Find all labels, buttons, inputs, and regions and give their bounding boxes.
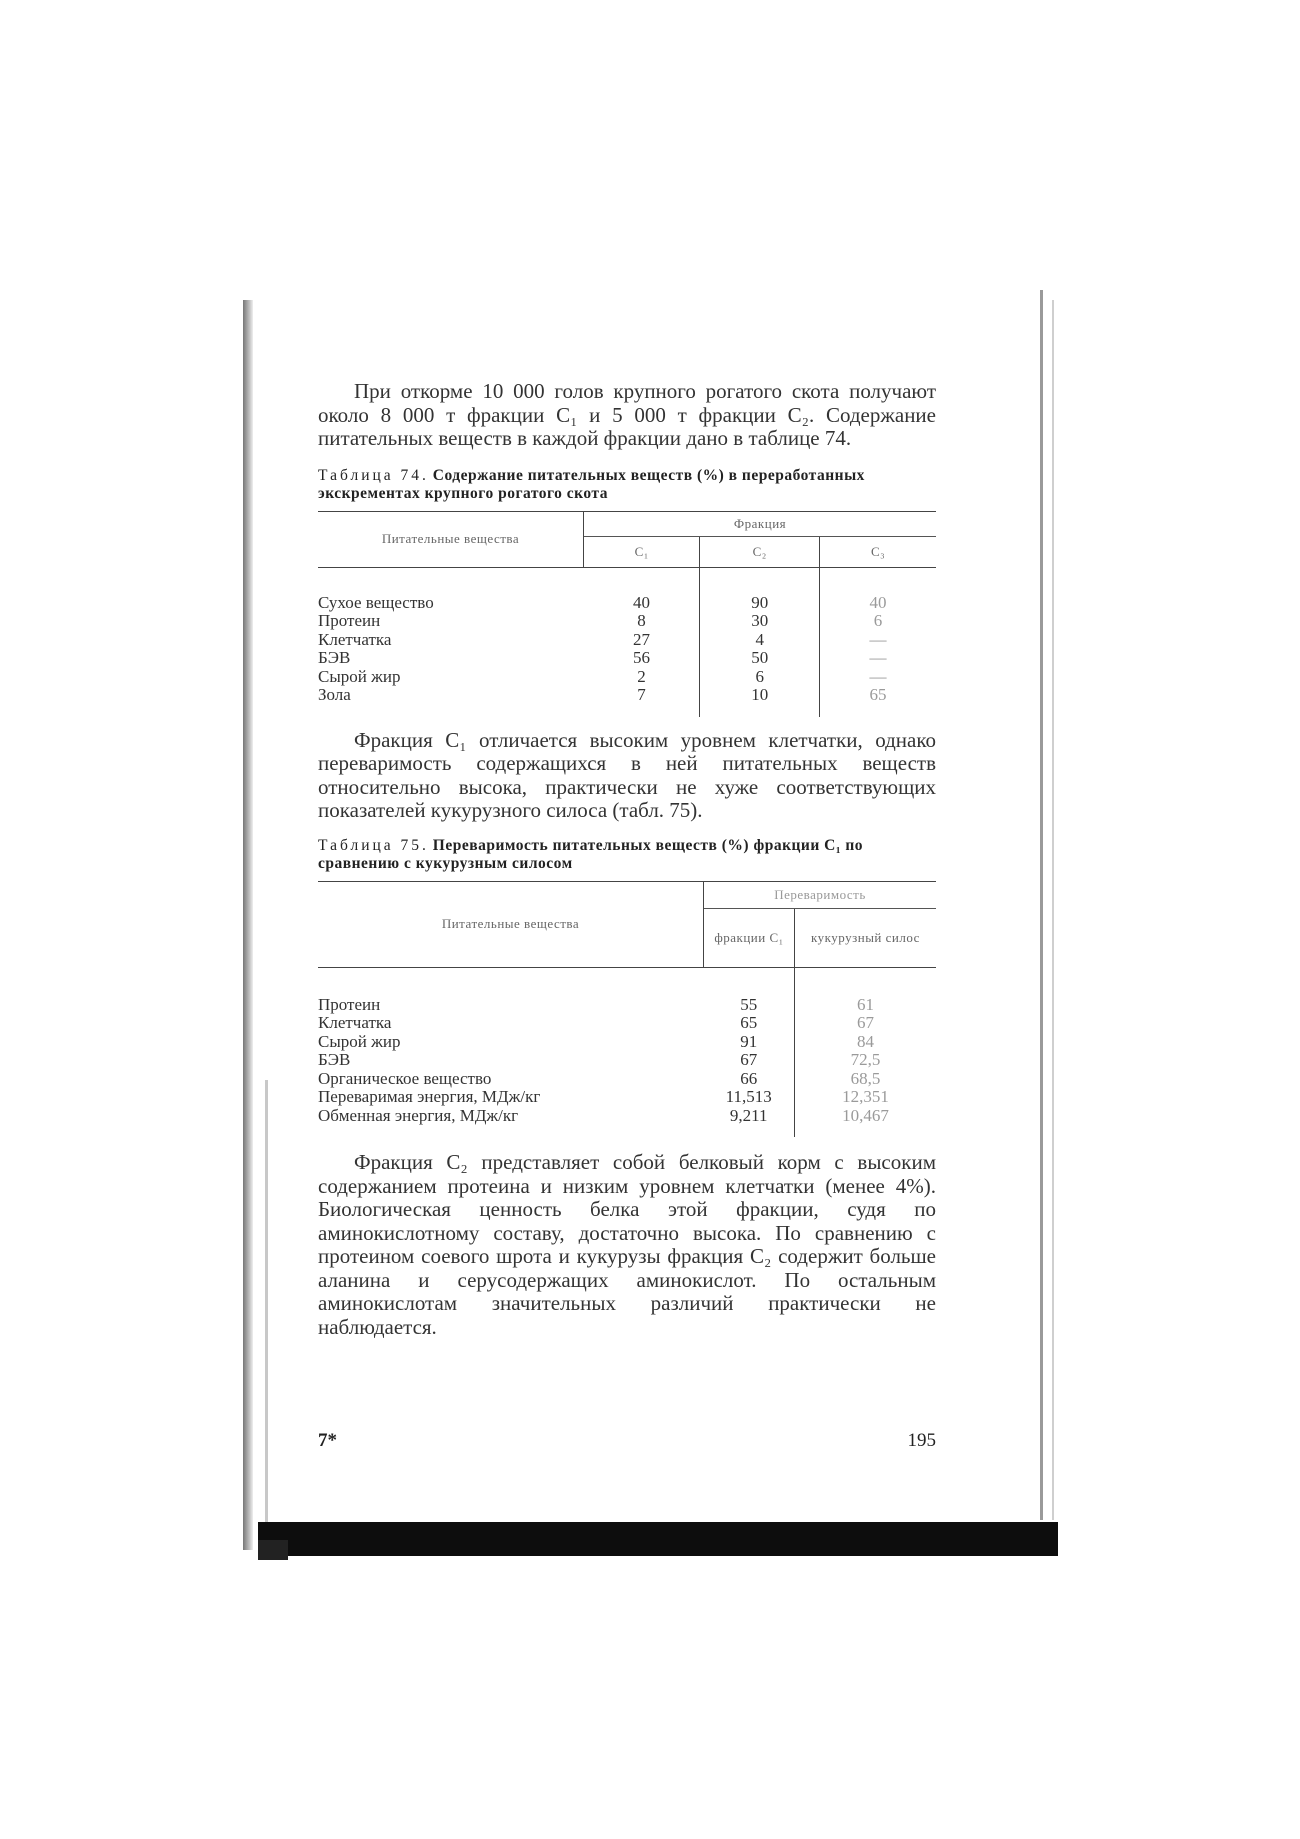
page-number: 195 [907,1430,936,1451]
signature-mark: 7* [318,1430,337,1451]
cell-fraction: 55 [704,996,795,1015]
table-row [318,649,936,668]
cell-c3: 6 [873,611,883,630]
table-row [318,996,936,1015]
cell-c1: 7 [584,686,700,717]
cell-silage: 12,351 [842,1087,889,1106]
scan-edge-right-inner [1052,300,1054,1520]
table-row [318,1033,936,1052]
row-label: Сырой жир [318,666,401,686]
cell-fraction: 67 [704,1051,795,1070]
table75-col-fraction: фракции C₁ [704,908,795,967]
cell-c2: 6 [700,668,820,687]
scan-edge-left-inner [265,1080,268,1550]
table74-col-c2: C₂ [700,536,820,567]
row-label: Протеин [318,611,381,630]
row-label: Сырой жир [318,1031,401,1051]
cell-silage: 61 [856,994,874,1014]
table-row [318,1070,936,1089]
cell-c2: 50 [700,649,820,668]
cell-c2: 4 [700,631,820,650]
table74-col-c1: C₁ [584,536,700,567]
table75-col-name: Питательные вещества [318,881,704,967]
table75-title: Переваримость питательных веществ (%) фракции C₁ по сравнению с кукурузным силосом [318,836,864,872]
cell-silage: 68,5 [850,1068,881,1088]
row-label: Переваримая энергия, МДж/кг [318,1087,541,1106]
table-row [318,1014,936,1033]
paragraph-fraction-c2: Фракция C₂ представляет собой белковый корм с высоким содержанием протеина и низким уровнем клетчатки (менее 4%). Биологическая ценность белка этой фракции, судя по аминокислотному составу, достаточно высока. По сравнению с протеином соевого шрота и кукурузы фракция C₂ содержит больше аланина и серусодержащих аминокислот. По остальным аминокислотам значительных различий практически не наблюдается. [318,1150,936,1339]
scan-edge-left [243,300,253,1550]
table75-caption [318,837,936,873]
table-row [318,594,936,613]
cell-c1: 8 [584,612,700,631]
cell-c1: 27 [584,631,700,650]
table-row [318,1088,936,1107]
cell-c3: 40 [869,592,887,612]
cell-fraction: 65 [704,1014,795,1033]
scan-corner [258,1540,288,1560]
table75-col-silage: кукурузный силос [794,908,936,967]
table-row [318,1051,936,1070]
table-row [318,1107,936,1138]
table-74 [318,511,936,717]
cell-c3: — [869,666,887,686]
row-label: Зола [318,685,351,704]
table75-group-header: Переваримость [704,881,937,908]
row-label: Клетчатка [318,1013,392,1032]
cell-silage: 84 [856,1031,874,1051]
paragraph-fraction-c1: Фракция C₁ отличается высоким уровнем клетчатки, однако переваримость содержащихся в ней питательных веществ относительно высока, практически не хуже соответствующих показателей кукурузного силоса (табл. 75). [318,727,936,822]
table75-label: Таблица 75. [318,836,429,854]
row-label: БЭВ [318,648,351,667]
row-label: Органическое вещество [318,1068,492,1088]
cell-fraction: 11,513 [704,1088,795,1107]
intro-paragraph: При откорме 10 000 голов крупного рогатого скота получают около 8 000 т фракции C₁ и 5 000 т фракции C₂. Содержание питательных веществ в каждой фракции дано в таблице 74. [318,379,936,450]
cell-c2: 90 [700,594,820,613]
row-label: Протеин [318,994,381,1014]
table74-title: Содержание питательных веществ (%) в переработанных экскрементах крупного рогатого скота [318,466,865,502]
table74-caption [318,467,936,503]
row-label: Сухое вещество [318,592,434,612]
table74-group-header: Фракция [584,511,937,536]
table-75 [318,881,936,1138]
cell-silage: 10,467 [842,1105,889,1125]
row-label: БЭВ [318,1050,351,1069]
book-page [318,380,936,1339]
cell-silage: 67 [856,1013,874,1032]
scan-edge-bottom [258,1522,1058,1556]
cell-c1: 40 [584,594,700,613]
row-label: Обменная энергия, МДж/кг [318,1105,519,1125]
cell-c3: 65 [869,685,887,704]
cell-fraction: 66 [704,1070,795,1089]
cell-c1: 56 [584,649,700,668]
table-row [318,612,936,631]
cell-c2: 10 [700,686,820,717]
scan-edge-right [1040,290,1043,1520]
cell-c3: — [869,629,887,649]
cell-fraction: 91 [704,1033,795,1052]
table74-col-name: Питательные вещества [318,511,584,567]
cell-fraction: 9,211 [704,1107,795,1138]
table74-col-c3: C₃ [820,536,936,567]
table-row [318,668,936,687]
cell-c1: 2 [584,668,700,687]
cell-c2: 30 [700,612,820,631]
table74-label: Таблица 74. [318,466,429,484]
table-row [318,686,936,717]
row-label: Клетчатка [318,629,392,649]
table-row [318,631,936,650]
cell-silage: 72,5 [850,1050,881,1069]
cell-c3: — [869,648,887,667]
